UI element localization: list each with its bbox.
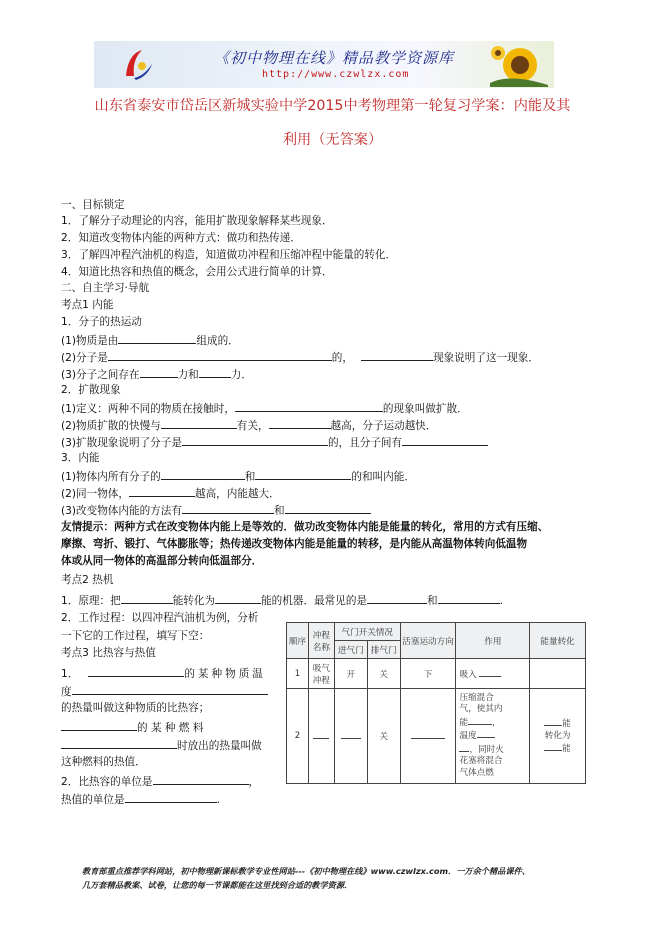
blank-field[interactable] <box>411 730 445 739</box>
topic-heading: 考点3 比热容与热值 <box>61 647 156 659</box>
site-banner <box>94 41 554 88</box>
fill-in-line: 2．比热容的单位是 ， <box>61 776 260 788</box>
document-title: 山东省泰安市岱岳区新城实验中学2015中考物理第一轮复习学案：内能及其 <box>94 98 571 114</box>
blank-field[interactable] <box>285 503 371 514</box>
blank-field[interactable] <box>367 593 427 604</box>
banner-url[interactable]: http://www.czwlzx.com <box>262 69 410 80</box>
blank-field[interactable] <box>108 350 332 361</box>
table-header-stroke: 冲程名称 <box>308 623 334 659</box>
tip-text: 友情提示：两种方式在改变物体内能上是等效的．做功改变物体内能是能量的转化，常用的方式有压缩、 <box>61 521 549 533</box>
body-text: 一下它的工作过程，填写下空： <box>61 630 210 642</box>
blank-field[interactable] <box>544 717 562 726</box>
fill-in-line: 热值的单位是 . <box>61 794 220 806</box>
goal-item: 2．知道改变物体内能的两种方式：做功和热传递． <box>61 232 301 244</box>
blank-field[interactable] <box>361 350 433 361</box>
blank-field[interactable] <box>72 684 268 695</box>
table-header-exhaust: 排气门 <box>367 641 400 659</box>
blank-field[interactable] <box>161 469 245 480</box>
fill-in-line: (1)物质是由 组成的． <box>61 335 239 347</box>
tip-text: 摩擦、弯折、锻打、气体膨胀等；热传递改变物体内能是能量的转移，是内能从高温物体转向低温物 <box>61 538 528 550</box>
section-heading: 一、目标锁定 <box>61 199 125 211</box>
table-header-intake: 进气门 <box>334 641 367 659</box>
goal-item: 1．了解分子动理论的内容，能用扩散现象解释某些现象． <box>61 215 333 227</box>
subtopic-heading: 1．分子的热运动 <box>61 316 142 328</box>
blank-field[interactable] <box>161 418 237 429</box>
blank-field[interactable] <box>438 593 500 604</box>
section-heading: 二、自主学习·导航 <box>61 282 150 294</box>
blank-field[interactable] <box>121 593 173 604</box>
blank-field[interactable] <box>544 742 562 751</box>
footer-text: 几万套精品教案、试卷，让您的每一节课都能在这里找到合适的教学资源． <box>82 880 353 890</box>
fill-in-line: (2)分子是 的， 现象说明了这一现象． <box>61 352 539 364</box>
fill-in-line: 1．原理：把 能转化为 能的机器．最常见的是 和 . <box>61 595 503 607</box>
fill-in-line: 度 <box>61 684 268 699</box>
blank-field[interactable] <box>402 435 488 446</box>
fill-in-line: (2)物质扩散的快慢与 有关， 越高，分子运动越快． <box>61 420 437 432</box>
blank-field[interactable] <box>61 738 177 749</box>
blank-field[interactable] <box>255 469 351 480</box>
topic-heading: 考点2 热机 <box>61 574 114 586</box>
blank-field[interactable] <box>153 774 249 785</box>
footer-text: 教育部重点推荐学科网站，初中物理新课标教学专业性网站---《初中物理在线》www.czwlzx.com．一万余个精品课件、 <box>82 866 530 876</box>
table-header-piston: 活塞运动方向 <box>400 623 456 659</box>
blank-field[interactable] <box>477 729 495 738</box>
topic-heading: 考点1 内能 <box>61 299 114 311</box>
goal-item: 3．了解四冲程汽油机的构造，知道做功冲程和压缩冲程中能量的转化． <box>61 249 397 261</box>
blank-field[interactable] <box>125 792 217 803</box>
body-text: 这种燃料的热值． <box>61 756 146 768</box>
fill-in-line: (1)物体内所有分子的 和 的和叫内能． <box>61 471 415 483</box>
table-row: 2 关 压缩混合 气，使其内 能 ， 温度 ，同时火 花塞将混合 气体点燃 能 转化为 能 <box>287 689 586 784</box>
subtopic-heading: 3．内能 <box>61 452 100 464</box>
engine-stroke-table <box>286 622 586 783</box>
subtopic-heading: 2．扩散现象 <box>61 384 121 396</box>
body-text: 的热量叫做这种物质的比热容； <box>61 702 210 714</box>
blank-field[interactable] <box>468 716 492 725</box>
document-title-cont: 利用（无答案） <box>282 132 383 148</box>
fill-in-line: 1． 的某种物质温 <box>61 668 266 680</box>
fill-in-line: (3)分子之间存在 力和 力． <box>61 369 252 381</box>
sunflower-icon <box>490 43 548 87</box>
site-logo-icon <box>122 46 156 82</box>
banner-title: 《初中物理在线》精品教学资源库 <box>214 49 455 67</box>
table-header-effect: 作用 <box>456 623 530 659</box>
goal-item: 4．知道比热容和热值的概念，会用公式进行简单的计算． <box>61 266 333 278</box>
blank-field[interactable] <box>479 668 501 677</box>
table-header-valves: 气门开关情况 <box>334 623 400 641</box>
blank-field[interactable] <box>129 486 195 497</box>
blank-field[interactable] <box>199 367 231 378</box>
blank-field[interactable] <box>140 367 178 378</box>
fill-in-line: (3)改变物体内能的方法有 和 <box>61 503 371 518</box>
body-text: 2．工作过程：以四冲程汽油机为例，分析 <box>61 612 259 624</box>
blank-field[interactable] <box>182 503 274 514</box>
blank-field[interactable] <box>182 435 328 446</box>
tip-text: 体或从同一物体的高温部分转向低温部分． <box>61 555 263 567</box>
blank-field[interactable] <box>341 730 361 739</box>
table-header-order: 顺序 <box>287 623 309 659</box>
blank-field[interactable] <box>313 730 329 739</box>
blank-field[interactable] <box>118 333 196 344</box>
blank-field[interactable] <box>235 401 383 412</box>
fill-in-line: 的 某 种 燃 料 <box>61 720 203 735</box>
table-header-energy: 能量转化 <box>530 623 586 659</box>
blank-field[interactable] <box>61 720 137 731</box>
fill-in-line: 时放出的热量叫做 <box>61 738 262 753</box>
fill-in-line: (2)同一物体， 越高，内能越大． <box>61 488 280 500</box>
blank-field[interactable] <box>88 666 184 677</box>
blank-field[interactable] <box>459 743 469 752</box>
blank-field[interactable] <box>215 593 261 604</box>
table-row: 1 吸气冲程 开 关 下 吸入 <box>287 659 586 689</box>
fill-in-line: (3)扩散现象说明了分子是 的，且分子间有 <box>61 435 488 450</box>
blank-field[interactable] <box>269 418 331 429</box>
fill-in-line: (1)定义：两种不同的物质在接触时， 的现象叫做扩散． <box>61 403 468 415</box>
